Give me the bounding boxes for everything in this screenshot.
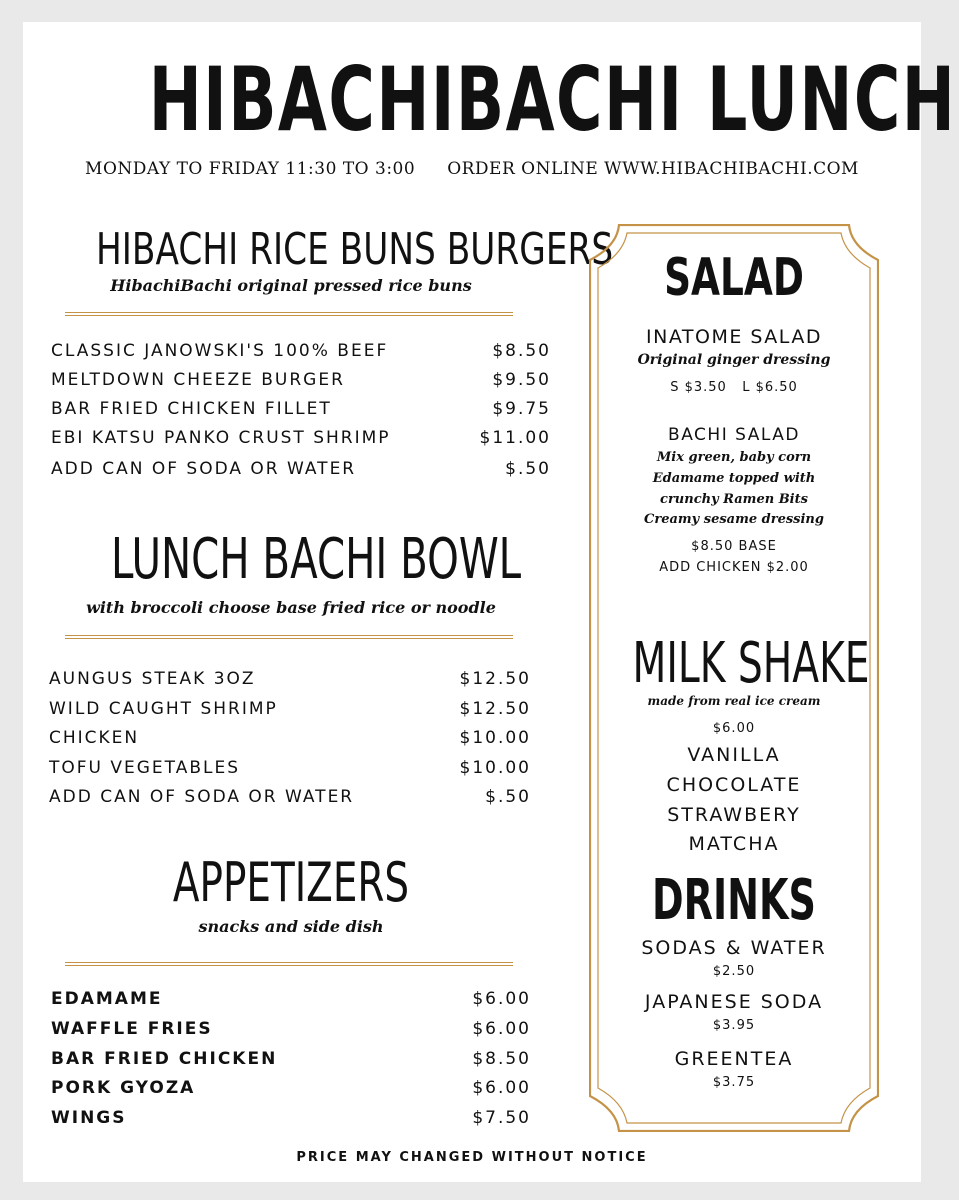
appetizers-section-subtitle: snacks and side dish [198, 917, 384, 936]
item-name: WILD CAUGHT SHRIMP [49, 699, 278, 719]
drink-name: GREENTEA [674, 1048, 794, 1070]
item-price: $12.50 [459, 699, 531, 719]
item-price: $8.50 [472, 1049, 531, 1069]
appetizers-divider [65, 962, 513, 966]
bachi-salad-desc-line: Creamy sesame dressing [644, 512, 824, 527]
item-name: EBI KATSU PANKO CRUST SHRIMP [51, 428, 391, 448]
item-name: AUNGUS STEAK 3OZ [49, 669, 256, 689]
menu-item [49, 758, 531, 778]
drinks-section-title: DRINKS [652, 868, 816, 933]
menu-item [51, 341, 551, 361]
item-name: MELTDOWN CHEEZE BURGER [51, 370, 345, 390]
menu-item [49, 699, 531, 719]
inatome-salad-desc: Original ginger dressing [637, 352, 831, 368]
menu-item [49, 669, 531, 689]
bowl-divider [65, 635, 513, 639]
milkshake-flavor: CHOCOLATE [666, 774, 802, 796]
menu-item [49, 787, 531, 807]
menu-item [51, 1019, 531, 1039]
item-price: $7.50 [472, 1108, 531, 1128]
menu-item [51, 1078, 531, 1098]
bachi-salad-base-price: $8.50 BASE [691, 539, 777, 554]
item-price: $10.00 [459, 728, 531, 748]
item-name: WAFFLE FRIES [51, 1019, 213, 1039]
burgers-section-subtitle: HibachiBachi original pressed rice buns [110, 276, 472, 295]
item-price: $.50 [505, 459, 551, 479]
item-name: BAR FRIED CHICKEN [51, 1049, 278, 1069]
drink-name: SODAS & WATER [641, 937, 827, 959]
milkshake-flavor: STRAWBERY [667, 804, 801, 826]
bachi-salad-desc-line: crunchy Ramen Bits [660, 492, 808, 507]
bowl-section-title: LUNCH BACHI BOWL [111, 527, 522, 592]
item-name: BAR FRIED CHICKEN FILLET [51, 399, 332, 419]
bachi-salad-desc-line: Edamame topped with [652, 471, 816, 486]
burgers-section-title: HIBACHI RICE BUNS BURGERS [96, 224, 614, 275]
item-price: $6.00 [472, 1078, 531, 1098]
item-name: ADD CAN OF SODA OR WATER [51, 459, 357, 479]
menu-item [51, 1049, 531, 1069]
menu-item [51, 399, 551, 419]
drink-price: $3.95 [712, 1018, 756, 1033]
drink-price: $2.50 [712, 964, 756, 979]
bowl-section-subtitle: with broccoli choose base fried rice or noodle [86, 598, 496, 617]
milkshake-flavor: VANILLA [687, 744, 781, 766]
item-price: $8.50 [492, 341, 551, 361]
burgers-divider [65, 312, 513, 316]
item-price: $9.50 [492, 370, 551, 390]
appetizers-section-title: APPETIZERS [172, 851, 410, 914]
menu-title: HIBACHIBACHI LUNCH [148, 48, 957, 151]
item-price: $6.00 [472, 1019, 531, 1039]
item-name: EDAMAME [51, 989, 163, 1009]
price-notice: PRICE MAY CHANGED WITHOUT NOTICE [296, 1150, 648, 1165]
item-price: $12.50 [459, 669, 531, 689]
milkshake-flavor: MATCHA [688, 833, 780, 855]
item-name: PORK GYOZA [51, 1078, 196, 1098]
milkshake-price: $6.00 [712, 721, 756, 736]
menu-item [49, 728, 531, 748]
salad-section-title: SALAD [664, 248, 804, 308]
item-name: CLASSIC JANOWSKI'S 100% BEEF [51, 341, 389, 361]
bachi-salad-name: BACHI SALAD [668, 425, 800, 445]
item-name: WINGS [51, 1108, 127, 1128]
item-name: CHICKEN [49, 728, 140, 748]
menu-item [51, 370, 551, 390]
hours-text: MONDAY TO FRIDAY 11:30 TO 3:00 [85, 159, 416, 179]
item-price: $11.00 [479, 428, 551, 448]
drink-price: $3.75 [712, 1075, 756, 1090]
milkshake-section-title: MILK SHAKE [632, 631, 870, 696]
inatome-salad-prices: S $3.50 L $6.50 [670, 380, 798, 395]
menu-item [51, 1108, 531, 1128]
menu-item [51, 428, 551, 448]
bachi-salad-desc-line: Mix green, baby corn [656, 450, 812, 465]
item-name: ADD CAN OF SODA OR WATER [49, 787, 355, 807]
menu-item [51, 989, 531, 1009]
menu-item [51, 459, 551, 479]
inatome-salad-name: INATOME SALAD [646, 326, 822, 348]
item-name: TOFU VEGETABLES [49, 758, 241, 778]
menu-subtitle [23, 159, 921, 179]
bachi-salad-add-chicken: ADD CHICKEN $2.00 [659, 560, 809, 575]
menu-page [23, 22, 957, 1182]
item-price: $9.75 [492, 399, 551, 419]
item-price: $10.00 [459, 758, 531, 778]
drink-name: JAPANESE SODA [644, 991, 824, 1013]
item-price: $.50 [485, 787, 531, 807]
item-price: $6.00 [472, 989, 531, 1009]
milkshake-section-subtitle: made from real ice cream [647, 694, 821, 708]
order-online-text: ORDER ONLINE WWW.HIBACHIBACHI.COM [447, 159, 859, 179]
